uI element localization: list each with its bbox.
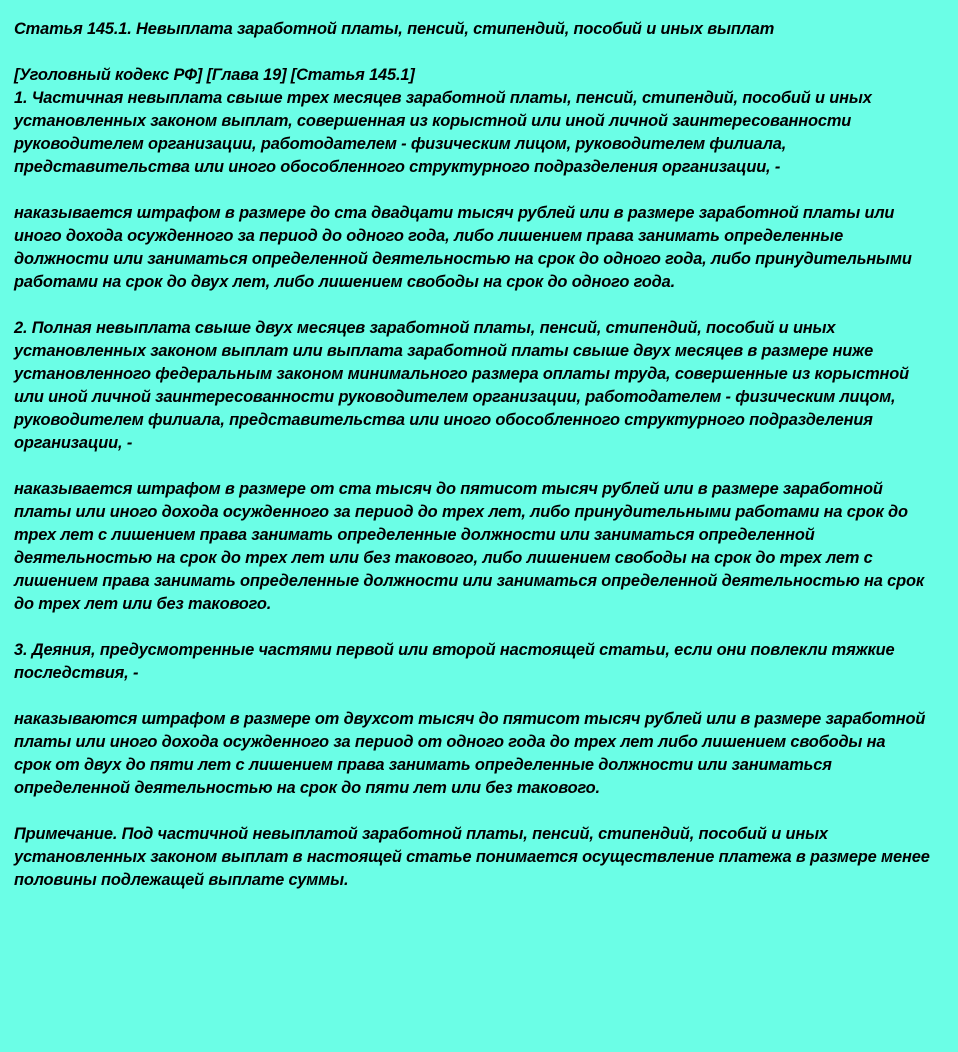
paragraph-line: наказывается штрафом в размере до ста двадцати тысяч рублей или в размере заработной платы или bbox=[14, 204, 895, 222]
paragraph-line: организации, - bbox=[14, 434, 133, 452]
paragraph-line: представительства или иного обособленного структурного подразделения организации, - bbox=[14, 158, 781, 176]
penalty-2-paragraph bbox=[14, 478, 934, 616]
paragraph-line: работами на срок до двух лет, либо лишением свободы на срок до одного года. bbox=[14, 273, 676, 291]
spacer bbox=[14, 294, 934, 317]
spacer bbox=[14, 800, 934, 823]
spacer bbox=[14, 41, 934, 64]
paragraph-line: лишением права занимать определенные должности или заниматься определенной деятельностью на срок bbox=[14, 572, 925, 590]
spacer bbox=[14, 455, 934, 478]
paragraph-line: 3. Деяния, предусмотренные частями первой или второй настоящей статьи, если они повлекли тяжкие bbox=[14, 641, 895, 659]
paragraph-line: установленных законом выплат в настоящей статье понимается осуществление платежа в размере менее bbox=[14, 848, 930, 866]
article-title: Статья 145.1. Невыплата заработной платы, пенсий, стипендий, пособий и иных выплат bbox=[14, 20, 775, 38]
paragraph-line: половины подлежащей выплате суммы. bbox=[14, 871, 349, 889]
penalty-1-paragraph bbox=[14, 202, 934, 294]
paragraph-line: Примечание. Под частичной невыплатой заработной платы, пенсий, стипендий, пособий и иных bbox=[14, 825, 828, 843]
paragraph-line: руководителем организации, работодателем - физическим лицом, руководителем филиала, bbox=[14, 135, 787, 153]
spacer bbox=[14, 685, 934, 708]
part-1-paragraph bbox=[14, 87, 934, 179]
paragraph-line: до трех лет или без такового. bbox=[14, 595, 272, 613]
part-3-paragraph bbox=[14, 639, 934, 685]
paragraph-line: деятельностью на срок до трех лет или без такового, либо лишением свободы на срок до трех лет с bbox=[14, 549, 873, 567]
paragraph-line: или иной личной заинтересованности руководителем организации, работодателем - физическим лицом, bbox=[14, 388, 896, 406]
penalty-3-paragraph bbox=[14, 708, 934, 800]
paragraph-line: наказывается штрафом в размере от ста тысяч до пятисот тысяч рублей или в размере заработной bbox=[14, 480, 883, 498]
paragraph-line: руководителем филиала, представительства или иного обособленного структурного подразделения bbox=[14, 411, 873, 429]
note-paragraph bbox=[14, 823, 934, 892]
spacer bbox=[14, 616, 934, 639]
article-document bbox=[14, 18, 934, 892]
paragraph-line: срок от двух до пяти лет с лишением права занимать определенные должности или заниматься bbox=[14, 756, 832, 774]
article-reference: [Уголовный кодекс РФ] [Глава 19] [Статья 145.1] bbox=[14, 66, 415, 84]
paragraph-line: установленных законом выплат или выплата заработной платы свыше двух месяцев в размере ниже bbox=[14, 342, 874, 360]
spacer bbox=[14, 179, 934, 202]
paragraph-line: 2. Полная невыплата свыше двух месяцев заработной платы, пенсий, стипендий, пособий и иных bbox=[14, 319, 836, 337]
paragraph-line: определенной деятельностью на срок до пяти лет или без такового. bbox=[14, 779, 600, 797]
part-2-paragraph bbox=[14, 317, 934, 455]
paragraph-line: наказываются штрафом в размере от двухсот тысяч до пятисот тысяч рублей или в размере заработной bbox=[14, 710, 926, 728]
paragraph-line: иного дохода осужденного за период до одного года, либо лишением права занимать определенные bbox=[14, 227, 844, 245]
paragraph-line: установленных законом выплат, совершенная из корыстной или иной личной заинтересованности bbox=[14, 112, 852, 130]
paragraph-line: платы или иного дохода осужденного за период до трех лет, либо принудительными работами на срок до bbox=[14, 503, 908, 521]
paragraph-line: последствия, - bbox=[14, 664, 139, 682]
paragraph-line: трех лет с лишением права занимать определенные должности или заниматься определенной bbox=[14, 526, 815, 544]
paragraph-line: должности или заниматься определенной деятельностью на срок до одного года, либо принудительными bbox=[14, 250, 912, 268]
paragraph-line: платы или иного дохода осужденного за период от одного года до трех лет либо лишением свободы на bbox=[14, 733, 886, 751]
paragraph-line: 1. Частичная невыплата свыше трех месяцев заработной платы, пенсий, стипендий, пособий и иных bbox=[14, 89, 872, 107]
paragraph-line: установленного федеральным законом минимального размера оплаты труда, совершенные из корыстной bbox=[14, 365, 910, 383]
